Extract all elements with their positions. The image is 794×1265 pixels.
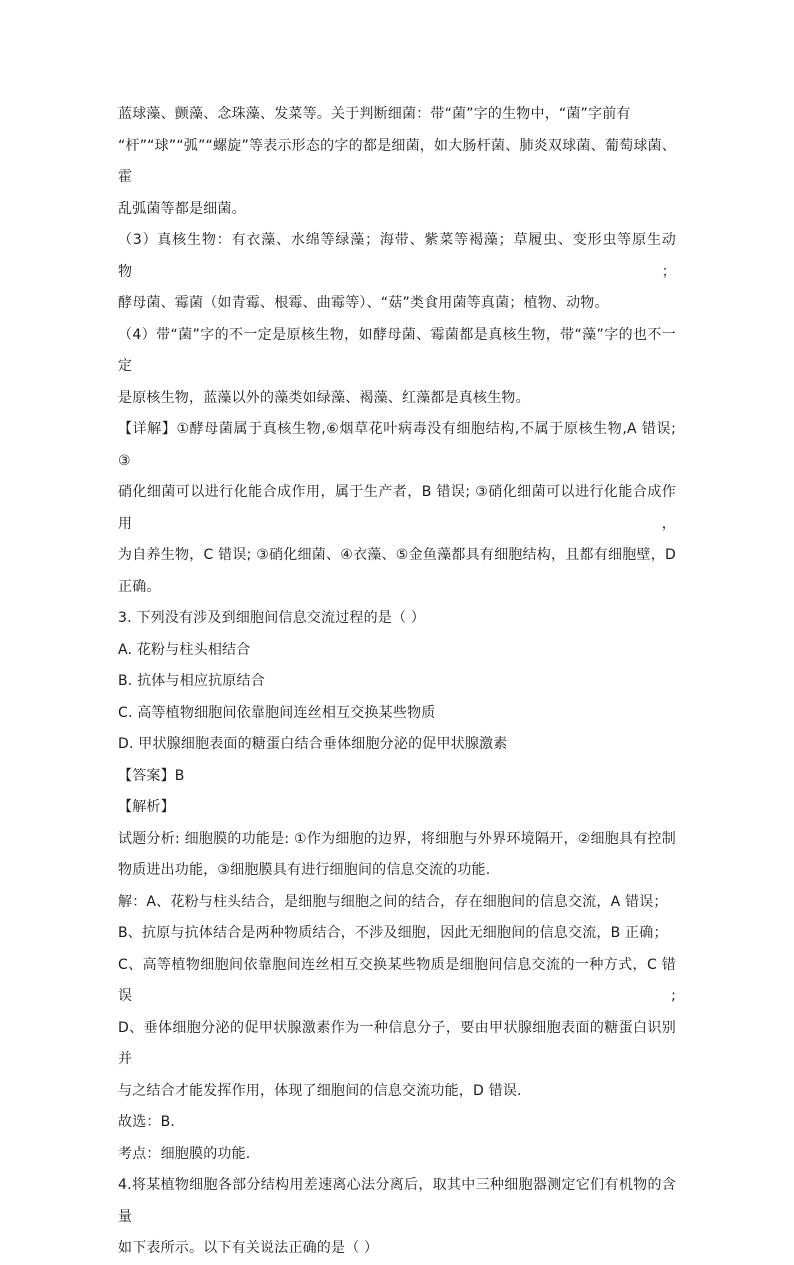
document-page [118,99,676,1265]
text-line: 蓝球藻、颤藻、念珠藻、发菜等。关于判断细菌：带“菌”字的生物中，“菌”字前有 [118,106,631,122]
option-b: B. 抗体与相应抗原结合 [118,673,265,689]
option-a: A. 花粉与柱头相结合 [118,641,251,658]
question-3: 3. 下列没有涉及到细胞间信息交流过程的是（ ） [118,610,426,626]
text-line: 如下表所示。以下有关说法正确的是（ ） [118,1240,379,1256]
text-line: 正确。 [118,578,161,595]
text-line: 故选：B. [118,1114,176,1130]
question-4: 4.将某植物细胞各部分结构用差速离心法分离后，取其中三种细胞器测定它们有机物的含量 [118,1177,676,1225]
text-line: C、高等植物细胞间依靠胞间连丝相互交换某些物质是细胞间信息交流的一种方式，C 错误; [118,956,676,1004]
text-line: 物质进出功能，③细胞膜具有进行细胞间的信息交流的功能. [118,862,491,878]
option-c: C. 高等植物细胞间依靠胞间连丝相互交换某些物质 [118,704,436,721]
text-line: B、抗原与抗体结合是两种物质结合，不涉及细胞，因此无细胞间的信息交流，B 正确； [118,925,668,941]
detail-section: 【详解】①酵母菌属于真核生物,⑥烟草花叶病毒没有细胞结构,不属于原核生物,A 错误; ③ [118,421,676,469]
text-line: 是原核生物，蓝藻以外的藻类如绿藻、褐藻、红藻都是真核生物。 [118,389,530,406]
text-line: 硝化细菌可以进行化能合成作用，属于生产者，B 错误; ③硝化细菌可以进行化能合成作用， [118,484,676,532]
text-line: 试题分析: 细胞膜的功能是: ①作为细胞的边界，将细胞与外界环境隔开，②细胞具有控制 [118,830,676,847]
analysis-label: 【解析】 [118,799,175,815]
text-line: “杆”“球”“弧”“螺旋”等表示形态的字的都是细菌，如大肠杆菌、肺炎双球菌、葡萄球菌、霍 [118,137,676,185]
text-line: 乱弧菌等都是细菌。 [118,200,246,217]
text-line: D、垂体细胞分泌的促甲状腺激素作为一种信息分子，要由甲状腺细胞表面的糖蛋白识别并 [118,1019,676,1067]
text-line: 考点：细胞膜的功能. [118,1145,251,1162]
option-d: D. 甲状腺细胞表面的糖蛋白结合垂体细胞分泌的促甲状腺激素 [118,736,508,752]
text-line: （4）带“菌”字的不一定是原核生物，如酵母菌、霉菌都是真核生物，带“藻”字的也不一定 [118,326,676,374]
answer-label: 【答案】B [118,767,185,784]
text-line: 与之结合才能发挥作用，体现了细胞间的信息交流功能，D 错误. [118,1082,522,1099]
text-line: （3）真核生物：有衣藻、水绵等绿藻；海带、紫菜等褐藻；草履虫、变形虫等原生动物； [118,232,676,280]
text-line: 解：A、花粉与柱头结合，是细胞与细胞之间的结合，存在细胞间的信息交流，A 错误； [118,893,668,910]
text-line: 为自养生物，C 错误; ③硝化细菌、④衣藻、⑤金鱼藻都具有细胞结构，且都有细胞壁，D [118,547,676,563]
text-line: 酵母菌、霉菌（如青霉、根霉、曲霉等）、“菇”类食用菌等真菌；植物、动物。 [118,295,609,311]
